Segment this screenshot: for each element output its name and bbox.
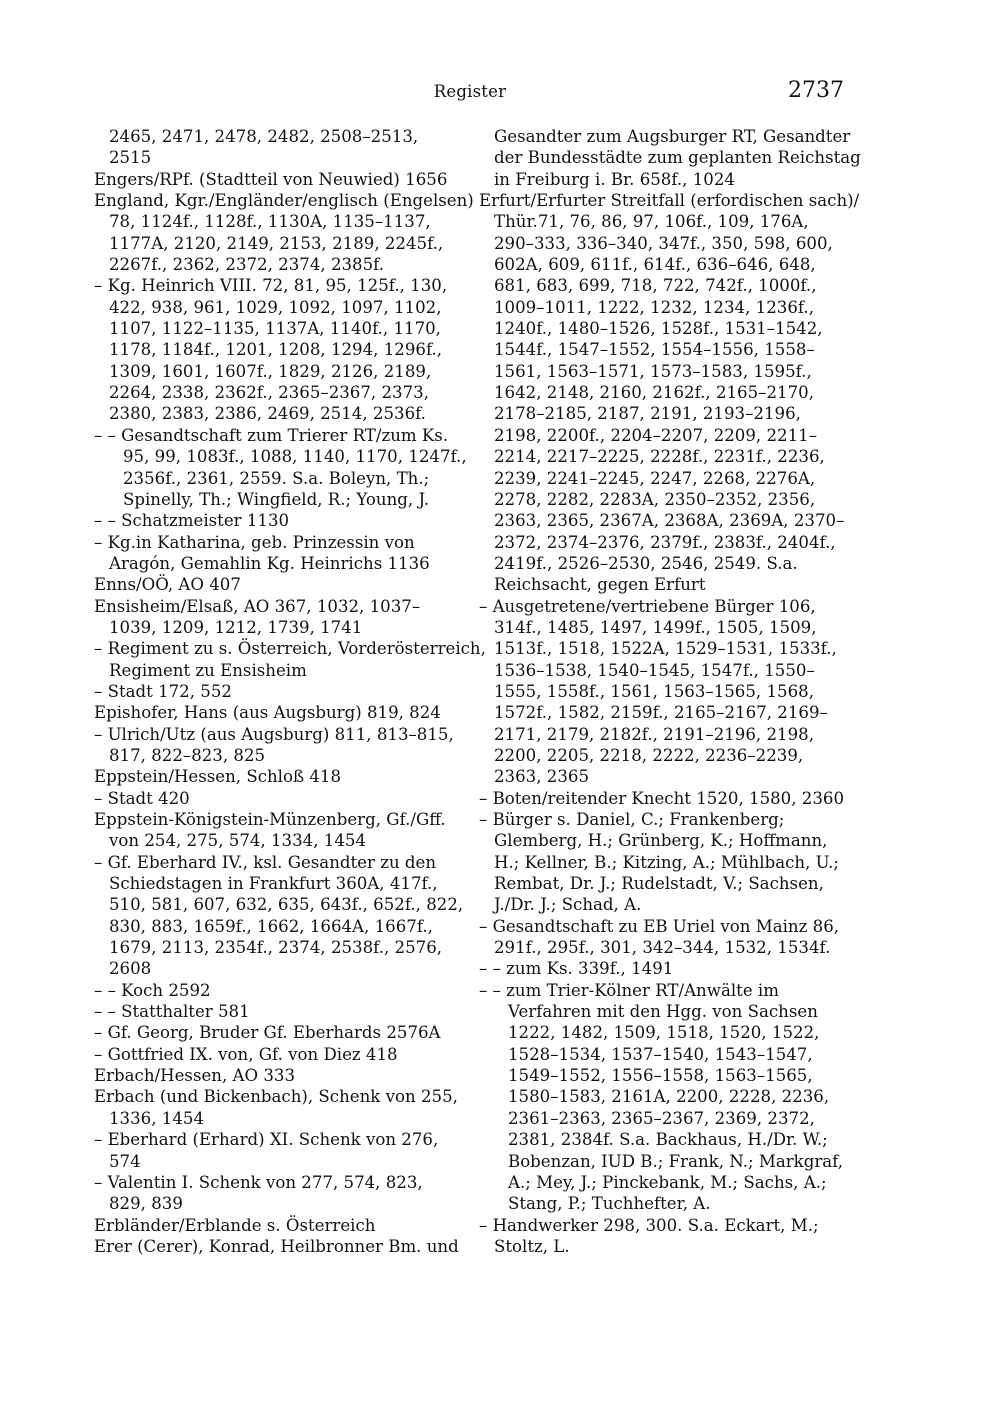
index-entry-line: 1580–1583, 2161A, 2200, 2228, 2236, (508, 1087, 830, 1107)
index-entry-line: 290–333, 336–340, 347f., 350, 598, 600, (494, 233, 833, 253)
index-entry-line: – – Schatzmeister 1130 (94, 511, 290, 531)
index-entry-line: 602A, 609, 611f., 614f., 636–646, 648, (494, 255, 816, 275)
index-entry-line: 681, 683, 699, 718, 722, 742f., 1000f., (494, 276, 817, 296)
index-entry-line: – Kg. Heinrich VIII. 72, 81, 95, 125f., 130, (94, 276, 448, 296)
index-entry-line: 1549–1552, 1556–1558, 1563–1565, (508, 1066, 813, 1086)
index-entry-line: 1039, 1209, 1212, 1739, 1741 (109, 617, 363, 637)
index-entry-line: 2465, 2471, 2478, 2482, 2508–2513, (109, 127, 419, 146)
index-entry-line: 1240f., 1480–1526, 1528f., 1531–1542, (494, 319, 823, 339)
index-entry-line: in Freiburg i. Br. 658f., 1024 (494, 169, 735, 189)
index-entry-line: 95, 99, 1083f., 1088, 1140, 1170, 1247f., (123, 447, 467, 467)
index-entry-line: – Ulrich/Utz (aus Augsburg) 811, 813–815, (94, 724, 454, 744)
index-entry-line: – Stadt 420 (94, 788, 190, 808)
index-entry-line: – – zum Trier-Kölner RT/Anwälte im (479, 980, 779, 1000)
index-entry-line: 1642, 2148, 2160, 2162f., 2165–2170, (494, 383, 814, 403)
index-entry-line: 2515 (109, 148, 152, 168)
index-entry-line: 314f., 1485, 1497, 1499f., 1505, 1509, (494, 617, 817, 637)
index-entry-line: 1309, 1601, 1607f., 1829, 2126, 2189, (109, 361, 432, 381)
index-entry-line: Ensisheim/Elsaß, AO 367, 1032, 1037– (94, 596, 421, 616)
index-entry-line: 510, 581, 607, 632, 635, 643f., 652f., 822, (109, 895, 464, 915)
index-entry-line: 1536–1538, 1540–1545, 1547f., 1550– (494, 660, 815, 680)
index-entry-line: 1513f., 1518, 1522A, 1529–1531, 1533f., (494, 639, 837, 659)
index-entry-line: 2608 (109, 959, 152, 979)
page-number: 2737 (788, 78, 844, 103)
index-entry-line: England, Kgr./Engländer/englisch (Engelsen) (94, 191, 474, 211)
index-entry-line: – Eberhard (Erhard) XI. Schenk von 276, (94, 1130, 439, 1150)
index-entry-line: 2419f., 2526–2530, 2546, 2549. S.a. (494, 553, 798, 573)
index-entry-line: Engers/RPf. (Stadtteil von Neuwied) 1656 (94, 169, 448, 189)
index-entry-line: Enns/OÖ, AO 407 (94, 575, 241, 595)
index-entry-line: 2267f., 2362, 2372, 2374, 2385f. (109, 255, 384, 275)
index-entry-line: – Gottfried IX. von, Gf. von Diez 418 (94, 1044, 398, 1064)
index-entry-line: Aragón, Gemahlin Kg. Heinrichs 1136 (109, 553, 430, 573)
index-entry-line: – Kg.in Katharina, geb. Prinzessin von (94, 532, 415, 552)
index-entry-line: – Stadt 172, 552 (94, 681, 232, 701)
index-entry-line: Verfahren mit den Hgg. von Sachsen (508, 1002, 818, 1022)
index-entry-line: Glemberg, H.; Grünberg, K.; Hoffmann, (494, 831, 828, 851)
index-entry-line: Schiedstagen in Frankfurt 360A, 417f., (109, 874, 438, 894)
index-entry-line: 1178, 1184f., 1201, 1208, 1294, 1296f., (109, 340, 443, 360)
index-entry-line: Epishofer, Hans (aus Augsburg) 819, 824 (94, 703, 441, 723)
index-entry-line: – Gesandtschaft zu EB Uriel von Mainz 86, (479, 916, 840, 936)
index-entry-line: 1555, 1558f., 1561, 1563–1565, 1568, (494, 681, 814, 701)
index-entry-line: 1561, 1563–1571, 1573–1583, 1595f., (494, 361, 812, 381)
index-entry-line: Erer (Cerer), Konrad, Heilbronner Bm. und (94, 1236, 459, 1256)
index-entry-line: H.; Kellner, B.; Kitzing, A.; Mühlbach, U.; (494, 852, 839, 872)
index-entry-line: 574 (109, 1151, 141, 1171)
index-entry-line: – Handwerker 298, 300. S.a. Eckart, M.; (479, 1215, 819, 1235)
index-entry-line: 830, 883, 1659f., 1662, 1664A, 1667f., (109, 916, 433, 936)
index-entry-line: – – Gesandtschaft zum Trierer RT/zum Ks. (94, 425, 449, 445)
index-entry-line: 1544f., 1547–1552, 1554–1556, 1558– (494, 340, 815, 360)
index-entry-line: Rembat, Dr. J.; Rudelstadt, V.; Sachsen, (494, 874, 824, 894)
index-column-right (479, 126, 861, 1257)
index-entry-line: 2171, 2179, 2182f., 2191–2196, 2198, (494, 724, 814, 744)
index-entry-line: – Bürger s. Daniel, C.; Frankenberg; (479, 810, 785, 829)
index-entry-line: Stang, P.; Tuchhefter, A. (508, 1194, 711, 1214)
index-entry-line: – – Statthalter 581 (94, 1002, 250, 1022)
index-entry-line: 2356f., 2361, 2559. S.a. Boleyn, Th.; (123, 468, 430, 488)
index-entry-line: 2363, 2365 (494, 767, 590, 787)
index-entry-line: 1107, 1122–1135, 1137A, 1140f., 1170, (109, 319, 441, 339)
index-entry-line: 1222, 1482, 1509, 1518, 1520, 1522, (508, 1023, 820, 1043)
index-entry-line: 2178–2185, 2187, 2191, 2193–2196, (494, 404, 801, 424)
index-entry-line: Thür.71, 76, 86, 97, 106f., 109, 176A, (494, 212, 809, 232)
index-column-left (94, 126, 486, 1257)
index-entry-line: A.; Mey, J.; Pinckebank, M.; Sachs, A.; (508, 1172, 827, 1192)
index-entry-line: Bobenzan, IUD B.; Frank, N.; Markgraf, (508, 1151, 844, 1171)
index-entry-line: Eppstein-Königstein-Münzenberg, Gf./Gff. (94, 810, 446, 829)
page-header-title: Register (433, 82, 507, 101)
index-entry-line: – Regiment zu s. Österreich, Vorderösterreich, (94, 639, 486, 659)
index-entry-line: Spinelly, Th.; Wingfield, R.; Young, J. (123, 489, 430, 509)
index-entry-line: Erfurt/Erfurter Streitfall (erfordischen sach)/ (479, 191, 860, 211)
index-entry-line: Eppstein/Hessen, Schloß 418 (94, 767, 342, 787)
index-entry-line: Gesandter zum Augsburger RT, Gesandter (494, 127, 851, 146)
index-entry-line: 2278, 2282, 2283A, 2350–2352, 2356, (494, 489, 816, 509)
index-entry-line: – Gf. Eberhard IV., ksl. Gesandter zu den (94, 852, 437, 872)
index-entry-line: 1572f., 1582, 2159f., 2165–2167, 2169– (494, 703, 828, 723)
index-entry-line: – Boten/reitender Knecht 1520, 1580, 2360 (479, 788, 845, 808)
index-entry-line: – Valentin I. Schenk von 277, 574, 823, (94, 1172, 423, 1192)
index-entry-line: 2361–2363, 2365–2367, 2369, 2372, (508, 1108, 815, 1128)
index-entry-line: 2372, 2374–2376, 2379f., 2383f., 2404f., (494, 532, 836, 552)
index-entry-line: – – Koch 2592 (94, 980, 211, 1000)
index-entry-line: Erbländer/Erblande s. Österreich (94, 1215, 376, 1235)
index-entry-line: – Ausgetretene/vertriebene Bürger 106, (479, 596, 816, 616)
index-entry-line: 2200, 2205, 2218, 2222, 2236–2239, (494, 745, 804, 765)
index-entry-line: der Bundesstädte zum geplanten Reichstag (494, 148, 861, 168)
index-entry-line: 2214, 2217–2225, 2228f., 2231f., 2236, (494, 447, 825, 467)
index-entry-line: 2239, 2241–2245, 2247, 2268, 2276A, (494, 468, 816, 488)
index-entry-line: 817, 822–823, 825 (109, 745, 266, 765)
index-entry-line: 1336, 1454 (109, 1108, 205, 1128)
index-entry-line: Erbach/Hessen, AO 333 (94, 1066, 296, 1086)
index-entry-line: 1679, 2113, 2354f., 2374, 2538f., 2576, (109, 938, 443, 958)
index-entry-line: 291f., 295f., 301, 342–344, 1532, 1534f. (494, 938, 831, 958)
index-entry-line: 1009–1011, 1222, 1232, 1234, 1236f., (494, 297, 814, 317)
index-entry-line: von 254, 275, 574, 1334, 1454 (109, 831, 367, 851)
index-entry-line: J./Dr. J.; Schad, A. (494, 895, 642, 915)
index-entry-line: Reichsacht, gegen Erfurt (494, 575, 706, 595)
index-entry-line: Erbach (und Bickenbach), Schenk von 255, (94, 1087, 458, 1107)
index-entry-line: 422, 938, 961, 1029, 1092, 1097, 1102, (109, 297, 442, 317)
index-entry-line: Stoltz, L. (494, 1236, 570, 1256)
index-entry-line: 78, 1124f., 1128f., 1130A, 1135–1137, (109, 212, 431, 232)
index-entry-line: 2380, 2383, 2386, 2469, 2514, 2536f. (109, 404, 426, 424)
index-entry-line: 1177A, 2120, 2149, 2153, 2189, 2245f., (109, 233, 444, 253)
index-entry-line: – – zum Ks. 339f., 1491 (479, 959, 674, 979)
index-entry-line: 2381, 2384f. S.a. Backhaus, H./Dr. W.; (508, 1130, 828, 1150)
index-entry-line: Regiment zu Ensisheim (109, 660, 307, 680)
index-entry-line: 829, 839 (109, 1194, 183, 1214)
index-entry-line: – Gf. Georg, Bruder Gf. Eberhards 2576A (94, 1023, 441, 1043)
index-entry-line: 2264, 2338, 2362f., 2365–2367, 2373, (109, 383, 429, 403)
index-entry-line: 2363, 2365, 2367A, 2368A, 2369A, 2370– (494, 511, 845, 531)
index-entry-line: 1528–1534, 1537–1540, 1543–1547, (508, 1044, 813, 1064)
index-entry-line: 2198, 2200f., 2204–2207, 2209, 2211– (494, 425, 817, 445)
